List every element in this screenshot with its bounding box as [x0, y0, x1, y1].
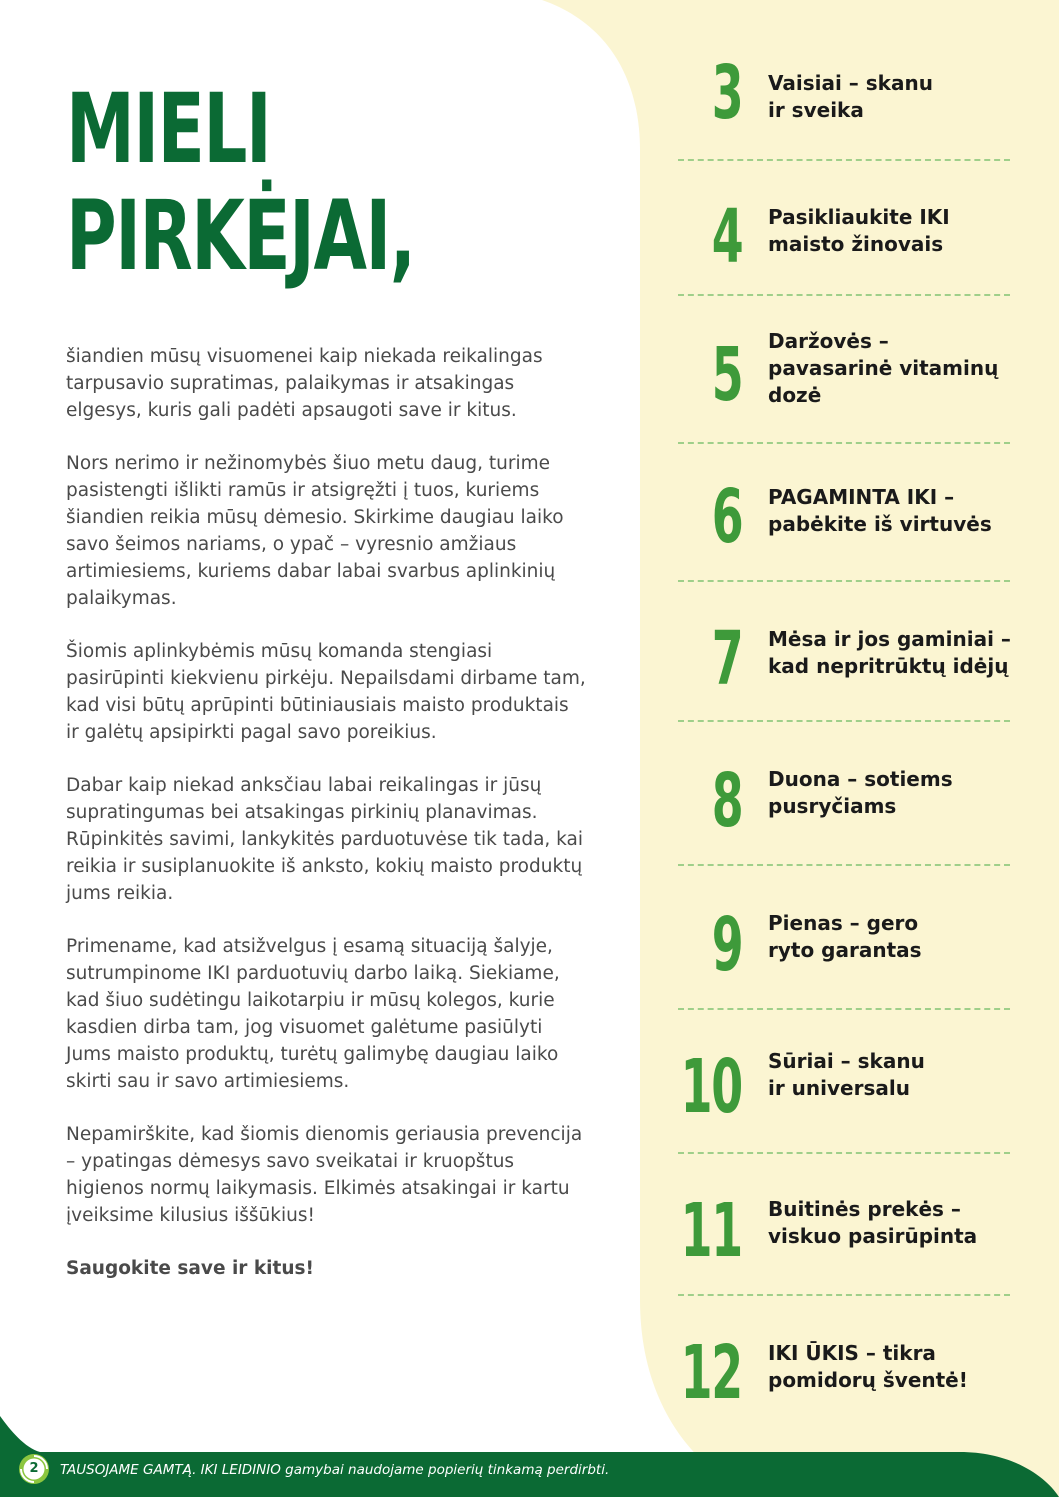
toc-label-line: PAGAMINTA IKI – [768, 485, 955, 509]
letter-signoff: Saugokite save ir kitus! [66, 1258, 314, 1279]
toc-label-line: maisto žinovais [768, 232, 944, 256]
body-paragraph: Šiomis aplinkybėmis mūsų komanda stengiasi pasirūpinti kiekvienu pirkėju. Nepailsdami dirbame tam, kad visi būtų aprūpinti būtiniausiais maisto produktais ir galėtų apsipirkti pagal savo poreikius. [66, 641, 586, 743]
title-line-2: PIRKĖJAI, [66, 180, 415, 292]
toc-separator [678, 1152, 1010, 1154]
toc-item[interactable] [672, 48, 1017, 138]
toc-page-number: 8 [711, 758, 742, 844]
toc-item[interactable] [672, 1328, 1017, 1418]
toc-separator [678, 159, 1010, 161]
toc-item-label [768, 1196, 1018, 1250]
toc-label-line: viskuo pasirūpinta [768, 1224, 978, 1248]
toc-separator [678, 580, 1010, 582]
toc-label-line: pusryčiams [768, 794, 897, 818]
page-number: 2 [29, 1461, 39, 1476]
toc-label-line: Duona – sotiems [768, 767, 953, 791]
toc-label-line: kad nepritrūktų idėjų [768, 654, 1009, 678]
toc-label-line: pavasarinė vitaminų [768, 356, 999, 380]
toc-label-line: Mėsa ir jos gaminiai – [768, 627, 1011, 651]
toc-separator [678, 294, 1010, 296]
toc-item-label [768, 204, 1018, 258]
footer-note: TAUSOJAME GAMTĄ. IKI LEIDINIO gamybai naudojame popierių tinkamą perdirbti. [60, 1462, 610, 1478]
toc-item-label [768, 766, 1018, 820]
body-paragraph: Dabar kaip niekad anksčiau labai reikalingas ir jūsų supratingumas bei atsakingas pirkinių planavimas. Rūpinkitės savimi, lankykitės parduotuvėse tik tada, kai reikia ir susiplanuokite iš anksto, kokių maisto produktų jums reikia. [66, 775, 584, 904]
toc-item[interactable] [672, 1042, 1017, 1132]
toc-label-line: IKI ŪKIS – tikra [768, 1341, 936, 1365]
toc-label-line: dozė [768, 383, 822, 407]
toc-page-number: 7 [711, 616, 742, 702]
toc-separator [678, 442, 1010, 444]
toc-item-label [768, 1340, 1018, 1394]
toc-page-number: 10 [680, 1044, 742, 1130]
toc-item[interactable] [672, 472, 1017, 562]
toc-separator [678, 1008, 1010, 1010]
toc-label-line: ir universalu [768, 1076, 910, 1100]
letter-body [66, 343, 586, 1308]
body-paragraph: Primename, kad atsižvelgus į esamą situaciją šalyje, sutrumpinome IKI parduotuvių darbo laiką. Siekiame, kad šiuo sudėtingu laikotarpiu ir mūsų kolegos, kurie kasdien dirba tam, jog visuomet galėtume pasiūlyti Jums maisto produktų, turėtų galimybę daugiau laiko skirti sau ir savo artimiesiems. [66, 936, 560, 1092]
toc-item-label [768, 328, 1018, 409]
toc-item-label [768, 626, 1018, 680]
toc-page-number: 3 [711, 50, 742, 136]
toc-label-line: Buitinės prekės – [768, 1197, 961, 1221]
toc-page-number: 9 [711, 902, 742, 988]
toc-separator [678, 1294, 1010, 1296]
toc-item[interactable] [672, 330, 1017, 420]
toc-label-line: pabėkite iš virtuvės [768, 512, 992, 536]
toc-label-line: Daržovės – [768, 329, 889, 353]
toc-separator [678, 720, 1010, 722]
toc-item-label [768, 1048, 1018, 1102]
toc-item-label [768, 910, 1018, 964]
toc-item[interactable] [672, 614, 1017, 704]
toc-label-line: Sūriai – skanu [768, 1049, 925, 1073]
toc-label-line: ir sveika [768, 98, 864, 122]
toc-label-line: Pienas – gero [768, 911, 919, 935]
toc-label-line: Vaisiai – skanu [768, 71, 933, 95]
toc-label-line: ryto garantas [768, 938, 922, 962]
body-paragraph: šiandien mūsų visuomenei kaip niekada reikalingas tarpusavio supratimas, palaikymas ir atsakingas elgesys, kuris gali padėti apsaugoti save ir kitus. [66, 346, 543, 421]
toc-item[interactable] [672, 192, 1017, 282]
toc-item[interactable] [672, 900, 1017, 990]
toc-label-line: pomidorų šventė! [768, 1368, 968, 1392]
body-paragraph: Nors nerimo ir nežinomybės šiuo metu daug, turime pasistengti išlikti ramūs ir atsigręžti į tuos, kuriems šiandien reikia mūsų dėmesio. Skirkime daugiau laiko savo šeimos nariams, o ypač – vyresnio amžiaus artimiesiems, kuriems dabar labai svarbus aplinkinių palaikymas. [66, 453, 564, 609]
page-title [66, 73, 415, 292]
body-paragraph: Nepamirškite, kad šiomis dienomis geriausia prevencija – ypatingas dėmesys savo sveikatai ir kruopštus higienos normų laikymasis. Elkimės atsakingai ir kartu įveiksime kilusius iššūkius! [66, 1124, 583, 1226]
toc-item[interactable] [672, 756, 1017, 846]
toc-page-number: 11 [680, 1188, 742, 1274]
toc-page-number: 6 [711, 474, 742, 560]
toc-item-label [768, 70, 1018, 124]
toc-item[interactable] [672, 1186, 1017, 1276]
toc-item-label [768, 484, 1018, 538]
title-line-1: MIELI [66, 73, 271, 185]
toc-page-number: 4 [711, 194, 742, 280]
toc-separator [678, 864, 1010, 866]
toc-label-line: Pasikliaukite IKI [768, 205, 950, 229]
toc-page-number: 5 [711, 332, 742, 418]
toc-page-number: 12 [680, 1330, 742, 1416]
